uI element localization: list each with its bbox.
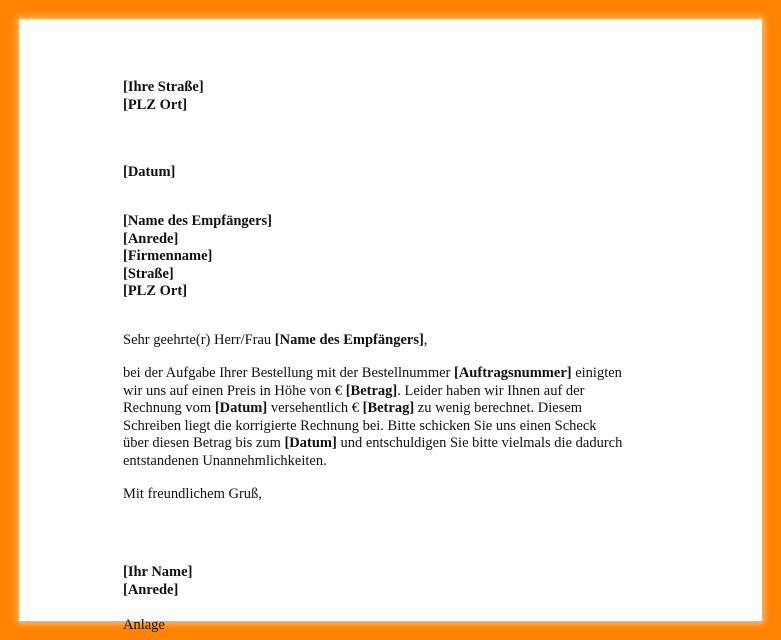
recipient-name: [Name des Empfängers] <box>123 213 273 229</box>
greeting-line <box>123 332 427 350</box>
body-text-segment: . Leider haben wir Ihnen auf der <box>397 382 585 399</box>
sender-street: [Ihre Straße] <box>123 79 204 95</box>
letter-page <box>19 19 762 633</box>
body-line <box>123 383 663 401</box>
letter-body <box>123 365 663 470</box>
body-placeholder: [Betrag] <box>345 382 398 399</box>
greeting-prefix: Sehr geehrte(r) Herr/Frau <box>123 332 275 348</box>
closing-text: Mit freundlichem Gruß, <box>123 486 262 502</box>
closing-line <box>123 486 262 504</box>
signature-block <box>123 564 192 599</box>
recipient-street: [Straße] <box>123 265 174 282</box>
recipient-address <box>123 213 272 301</box>
body-line <box>123 435 663 453</box>
body-text-segment: Rechnung vom <box>123 400 215 416</box>
letter-date <box>123 164 175 182</box>
sender-address <box>123 79 204 114</box>
body-text-segment: Schreiben liegt die korrigierte Rechnung bei. Bitte schicken Sie uns einen Scheck <box>123 417 597 434</box>
body-line <box>123 453 663 471</box>
greeting-name: [Name des Empfängers] <box>274 332 424 348</box>
body-placeholder: [Datum] <box>284 435 337 451</box>
recipient-company: [Firmenname] <box>123 248 213 264</box>
signature-name: [Ihr Name] <box>123 564 193 580</box>
body-text-segment: versehentlich € <box>267 400 363 416</box>
date-placeholder: [Datum] <box>123 164 176 180</box>
body-text-segment: einigten <box>571 365 622 381</box>
body-line <box>123 365 663 383</box>
body-line <box>123 400 663 418</box>
recipient-salutation: [Anrede] <box>123 230 179 247</box>
body-line <box>123 418 663 436</box>
body-text-segment: entstandenen Unannehmlichkeiten. <box>123 452 327 469</box>
attachment-text: Anlage <box>123 617 165 633</box>
body-text-segment: bei der Aufgabe Ihrer Bestellung mit der Bestellnummer <box>123 365 454 381</box>
body-text-segment: wir uns auf einen Preis in Höhe von € <box>123 382 346 399</box>
recipient-city: [PLZ Ort] <box>123 283 188 299</box>
body-placeholder: [Auftragsnummer] <box>454 365 572 381</box>
body-placeholder: [Datum] <box>214 400 268 416</box>
body-text-segment: über diesen Betrag bis zum <box>123 435 285 451</box>
body-placeholder: [Betrag] <box>362 400 415 416</box>
body-text-segment: und entschuldigen Sie bitte vielmals die dadurch <box>336 435 623 451</box>
signature-salutation: [Anrede] <box>123 581 179 598</box>
body-text-segment: zu wenig berechnet. Diesem <box>414 400 583 416</box>
attachment-note <box>123 617 165 635</box>
greeting-suffix: , <box>423 332 428 348</box>
sender-city: [PLZ Ort] <box>123 96 188 113</box>
